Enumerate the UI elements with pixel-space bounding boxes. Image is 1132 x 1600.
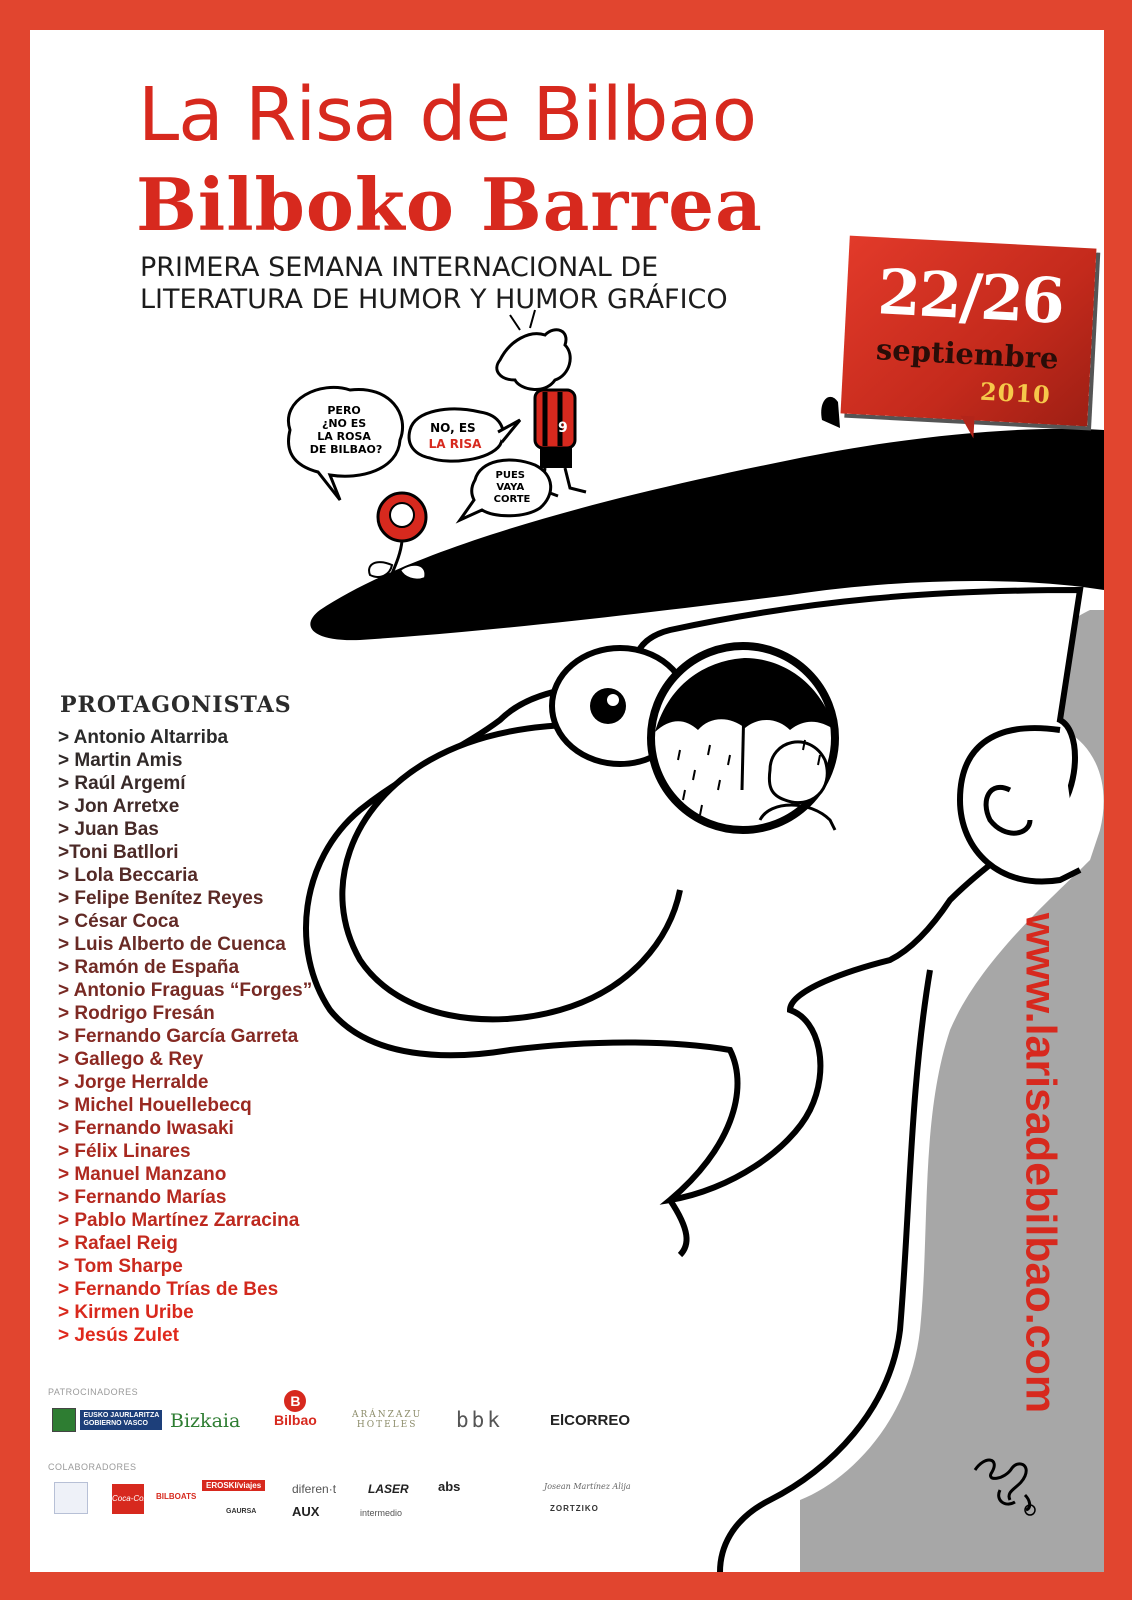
chin-line [670, 1200, 687, 1255]
website-url[interactable]: www.larisadebilbao.com [1016, 912, 1065, 1414]
logo-aux: AUX [292, 1504, 320, 1519]
logo-aranzazu [352, 1410, 422, 1430]
protagonist-item: > Félix Linares [58, 1141, 191, 1162]
protagonist-item: > Fernando Trías de Bes [58, 1279, 279, 1300]
speech-bubble-lion [409, 409, 520, 461]
logo-diferent: diferen·t [292, 1482, 337, 1496]
bilbao-b-icon: B [284, 1390, 306, 1412]
protagonist-item: > Martin Amis [58, 750, 183, 771]
bubble-rose-line-4: DE BILBAO? [309, 443, 383, 456]
sponsors-label: PATROCINADORES [48, 1387, 139, 1397]
bubble-lion-line-1: NO, ES [430, 421, 476, 435]
logo-intermedio: intermedio [360, 1508, 403, 1518]
gobierno-vasco-sub: GOBIERNO VASCO [83, 1420, 148, 1427]
date-range: 22/26 [875, 255, 1065, 338]
pupil [590, 688, 626, 724]
gobierno-vasco-icon [52, 1408, 76, 1432]
date-badge-tail [959, 416, 974, 439]
title-basque: Bilboko Barrea [136, 162, 763, 247]
protagonist-item: >Toni Batllori [58, 842, 179, 863]
logo-institutional [54, 1482, 88, 1514]
beret-stalk [821, 397, 840, 428]
pupil-highlight [607, 694, 619, 706]
aranzazu-name: ARÁNZAZU [352, 1410, 423, 1420]
protagonist-item: > Antonio Altarriba [58, 727, 229, 748]
bubble-rose-line-1: PERO [327, 404, 361, 417]
protagonist-item: > Fernando García Garreta [58, 1026, 299, 1047]
protagonist-item: > Lola Beccaria [58, 865, 198, 886]
bubble-reply-line-3: CORTE [493, 494, 531, 505]
protagonist-item: > Ramón de España [58, 957, 240, 978]
protagonist-item: > Michel Houellebecq [58, 1095, 252, 1116]
bubble-lion-line-2: LA RISA [428, 437, 482, 451]
protagonists-list [58, 726, 312, 1347]
logo-abs: abs [438, 1479, 461, 1494]
date-year: 2010 [979, 376, 1052, 410]
artist-signature [970, 1450, 1040, 1516]
poster-canvas [30, 30, 1104, 1572]
logo-bizkaia: Bizkaia [170, 1410, 241, 1432]
gobierno-vasco-name: EUSKO JAURLARITZA [83, 1412, 160, 1419]
aranzazu-sub: HOTELES [356, 1420, 418, 1430]
date-month: septiembre [875, 332, 1060, 376]
logo-gaursa: GAURSA [226, 1508, 257, 1515]
logo-coca-cola: Coca-Cola [112, 1484, 144, 1514]
protagonist-item: > Felipe Benítez Reyes [58, 888, 264, 909]
man-face [769, 742, 827, 803]
logo-bilbao [274, 1390, 317, 1428]
logo-eroski: EROSKI/viajes [202, 1480, 265, 1491]
protagonist-item: > Pablo Martínez Zarracina [58, 1210, 300, 1231]
logo-josean-martinez-alija: Josean Martínez Alija [544, 1482, 631, 1491]
protagonist-item: > Luis Alberto de Cuenca [58, 934, 286, 955]
bilbao-name: Bilbao [274, 1412, 317, 1428]
protagonist-item: > Rafael Reig [58, 1233, 178, 1254]
protagonist-item: > Fernando Marías [58, 1187, 227, 1208]
bubble-rose-line-3: LA ROSA [317, 430, 371, 443]
collaborators-label: COLABORADORES [48, 1462, 137, 1472]
logo-bbk: bbk [456, 1408, 503, 1432]
protagonist-item: > Jorge Herralde [58, 1072, 209, 1093]
title-spanish: La Risa de Bilbao [138, 72, 756, 158]
bubble-reply-line-1: PUES [495, 470, 525, 481]
protagonist-item: > Jon Arretxe [58, 796, 180, 817]
bubble-rose-line-2: ¿NO ES [321, 417, 367, 430]
subtitle-line-2: LITERATURA DE HUMOR Y HUMOR GRÁFICO [140, 284, 728, 315]
logo-gobierno-vasco [52, 1408, 162, 1432]
subtitle-line-1: PRIMERA SEMANA INTERNACIONAL DE [140, 252, 659, 283]
protagonist-item: > Gallego & Rey [58, 1049, 204, 1070]
date-badge [841, 236, 1097, 427]
bubble-reply-line-2: VAYA [496, 482, 525, 493]
logo-bilboats: BILBOATS [156, 1492, 197, 1501]
protagonist-item: > Raúl Argemí [58, 773, 186, 794]
logo-elcorreo: ElCORREO [550, 1412, 631, 1429]
protagonist-item: > Manuel Manzano [58, 1164, 227, 1185]
nose [342, 724, 680, 1019]
protagonist-item: > Fernando Iwasaki [58, 1118, 234, 1139]
protagonist-item: > Jesús Zulet [58, 1325, 179, 1346]
protagonists-heading: PROTAGONISTAS [60, 692, 292, 718]
logo-laser: LASER [368, 1482, 409, 1496]
protagonist-item: > Kirmen Uribe [58, 1302, 194, 1323]
jersey-number: 9 [558, 420, 568, 436]
protagonist-item: > Rodrigo Fresán [58, 1003, 215, 1024]
protagonist-item: > Tom Sharpe [58, 1256, 183, 1277]
protagonist-item: > Juan Bas [58, 819, 159, 840]
protagonist-item: > Antonio Fraguas “Forges” [58, 980, 313, 1001]
bubble-reply-text [494, 470, 531, 505]
logo-zortziko: ZORTZIKO [550, 1504, 599, 1513]
protagonist-item: > César Coca [58, 911, 179, 932]
